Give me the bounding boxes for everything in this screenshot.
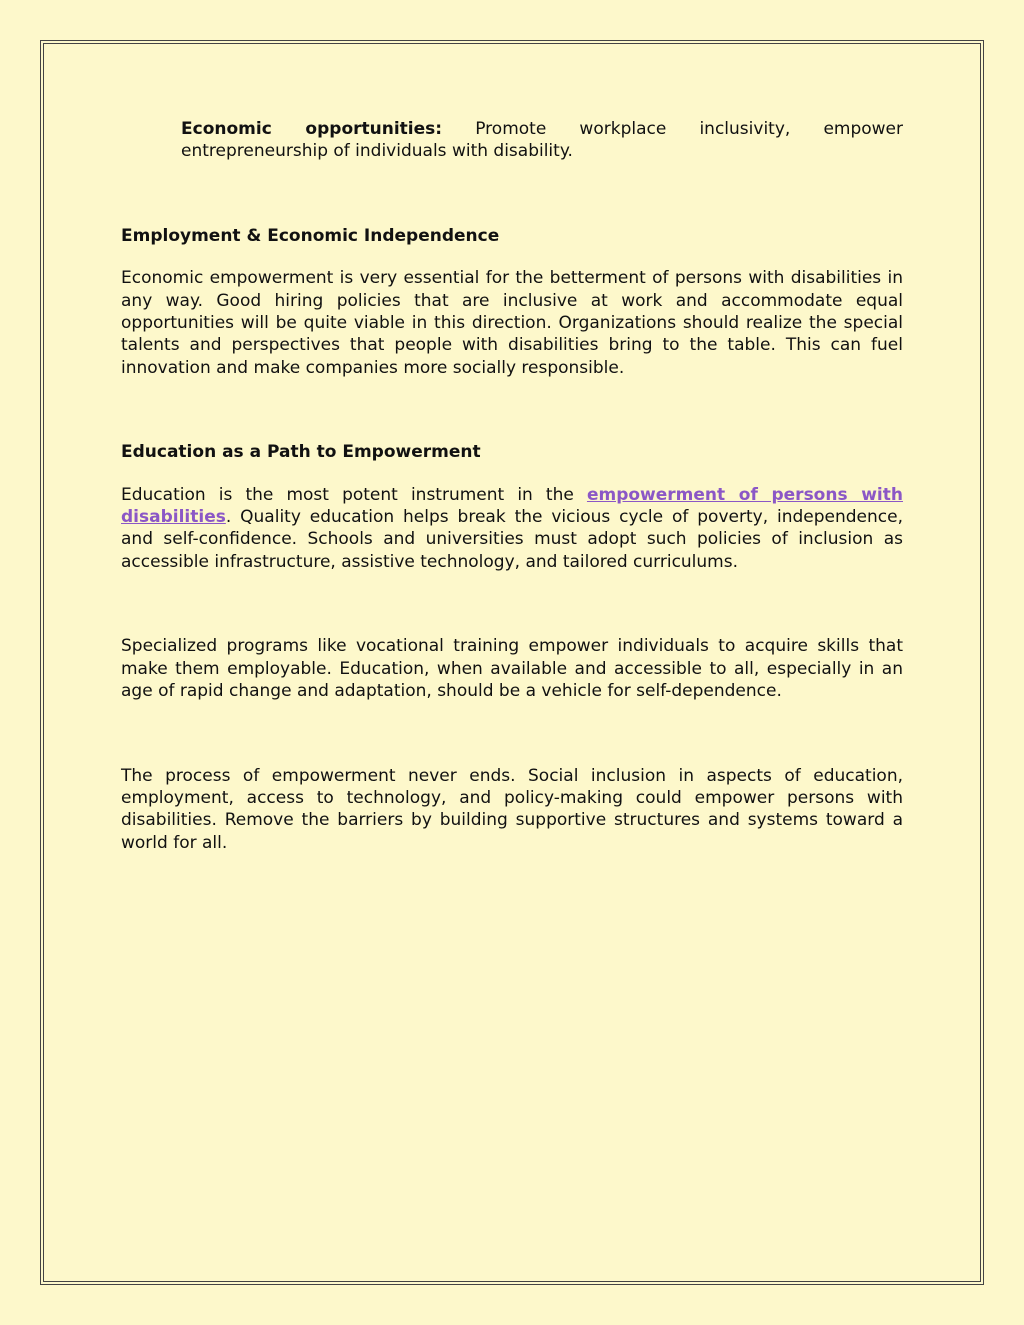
document-body — [121, 118, 903, 854]
conclusion-paragraph: The process of empowerment never ends. Social inclusion in aspects of education, employment, access to technology, and policy-making could empower persons with disabilities. Remove the barriers by building supportive structures and systems toward a world for all. — [121, 765, 903, 853]
vocational-paragraph: Specialized programs like vocational training empower individuals to acquire skills that make them employable. Education, when available and accessible to all, especially in an age of rapid change and adaptation, should be a vehicle for self-dependence. — [121, 636, 903, 702]
section-heading-education: Education as a Path to Empowerment — [121, 442, 481, 463]
intro-lead: Economic opportunities: — [181, 119, 443, 139]
education-paragraph — [121, 484, 903, 574]
education-text-after-link: . Quality education helps break the vicious cycle of poverty, independence, and self-confidence. Schools and universities must adopt such policies of inclusion as accessible infrastructure, assistive technology, and tailored curriculums. — [121, 507, 903, 572]
empowerment-link[interactable]: empowerment of persons with disabilities — [121, 484, 903, 528]
education-text-before-link: Education is the most potent instrument in the — [121, 484, 587, 505]
intro-text: Promote workplace inclusivity, empower entrepreneurship of individuals with disability. — [181, 119, 904, 162]
intro-paragraph — [181, 118, 903, 163]
employment-paragraph: Economic empowerment is very essential for the betterment of persons with disabilities in any way. Good hiring policies that are inclusive at work and accommodate equal opportunities will be quite viable in this direction. Organizations should realize the special talents and perspectives that people with disabilities bring to the table. This can fuel innovation and make companies more socially responsible. — [121, 268, 903, 378]
section-heading-employment: Employment & Economic Independence — [121, 225, 500, 246]
